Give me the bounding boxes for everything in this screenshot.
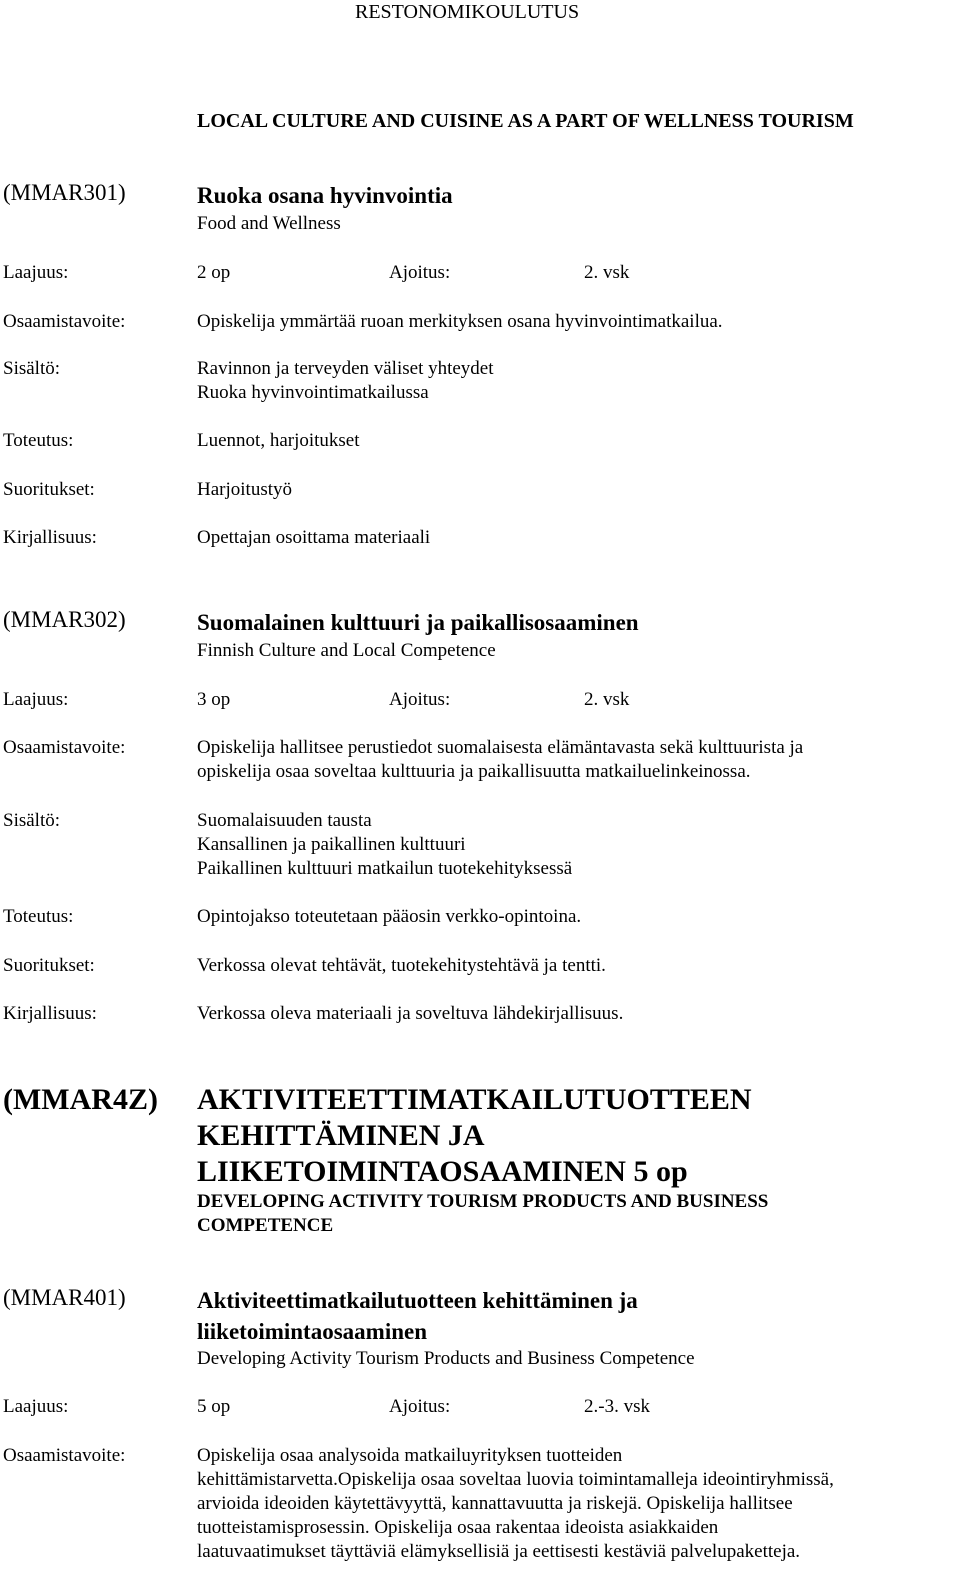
module-title-line: KEHITTÄMINEN JA <box>197 1119 485 1152</box>
toteutus-label: Toteutus: <box>3 430 74 451</box>
course-subtitle: Food and Wellness <box>197 213 341 234</box>
osaamistavoite-label: Osaamistavoite: <box>3 1445 126 1466</box>
section-title: LOCAL CULTURE AND CUISINE AS A PART OF WELLNESS TOURISM <box>197 110 854 132</box>
osaamistavoite-line: Opiskelija osaa analysoida matkailuyrityksen tuotteiden <box>197 1445 623 1466</box>
course-code: (MMAR302) <box>3 607 126 632</box>
module-title-line: AKTIVITEETTIMATKAILUTUOTTEEN <box>197 1083 752 1116</box>
course-title: Suomalainen kulttuuri ja paikallisosaaminen <box>197 610 639 635</box>
kirjallisuus-value: Opettajan osoittama materiaali <box>197 527 431 548</box>
kirjallisuus-value: Verkossa oleva materiaali ja soveltuva lähdekirjallisuus. <box>197 1003 624 1024</box>
page-header: RESTONOMIKOULUTUS <box>355 1 580 23</box>
osaamistavoite-line: tuotteistamisprosessin. Opiskelija osaa rakentaa ideoista asiakkaiden <box>197 1517 719 1538</box>
course-title: Ruoka osana hyvinvointia <box>197 183 453 208</box>
osaamistavoite-line: kehittämistarvetta.Opiskelija osaa soveltaa luovia toimintamalleja ideointiryhmissä, <box>197 1469 834 1490</box>
ajoitus-label: Ajoitus: <box>389 1396 451 1417</box>
laajuus-label: Laajuus: <box>3 262 69 283</box>
suoritukset-value: Verkossa olevat tehtävät, tuotekehitystehtävä ja tentti. <box>197 955 606 976</box>
osaamistavoite-line: arvioida ideoiden käytettävyyttä, kannattavuutta ja riskejä. Opiskelija hallitsee <box>197 1493 793 1514</box>
course-code: (MMAR401) <box>3 1285 126 1310</box>
toteutus-value: Opintojakso toteutetaan pääosin verkko-opintoina. <box>197 906 582 927</box>
ajoitus-label: Ajoitus: <box>389 689 451 710</box>
sisalto-line: Kansallinen ja paikallinen kulttuuri <box>197 834 466 855</box>
sisalto-label: Sisältö: <box>3 358 61 379</box>
osaamistavoite-value: Opiskelija ymmärtää ruoan merkityksen osana hyvinvointimatkailua. <box>197 311 723 332</box>
osaamistavoite-line: Opiskelija hallitsee perustiedot suomalaisesta elämäntavasta sekä kulttuurista ja <box>197 737 804 758</box>
toteutus-label: Toteutus: <box>3 906 74 927</box>
suoritukset-label: Suoritukset: <box>3 955 95 976</box>
laajuus-label: Laajuus: <box>3 689 69 710</box>
osaamistavoite-line: opiskelija osaa soveltaa kulttuuria ja paikallisuutta matkailuelinkeinossa. <box>197 761 751 782</box>
laajuus-label: Laajuus: <box>3 1396 69 1417</box>
toteutus-value: Luennot, harjoitukset <box>197 430 360 451</box>
module-code: (MMAR4Z) <box>3 1083 158 1116</box>
suoritukset-value: Harjoitustyö <box>197 479 292 500</box>
sisalto-line: Paikallinen kulttuuri matkailun tuotekehityksessä <box>197 858 573 879</box>
laajuus-value: 3 op <box>197 689 231 710</box>
suoritukset-label: Suoritukset: <box>3 479 95 500</box>
course-subtitle: Developing Activity Tourism Products and Business Competence <box>197 1348 695 1369</box>
kirjallisuus-label: Kirjallisuus: <box>3 527 97 548</box>
sisalto-line: Ruoka hyvinvointimatkailussa <box>197 382 429 403</box>
course-title-line: liiketoimintaosaaminen <box>197 1319 428 1344</box>
ajoitus-value: 2.-3. vsk <box>584 1396 650 1417</box>
module-subtitle-line: DEVELOPING ACTIVITY TOURISM PRODUCTS AND BUSINESS <box>197 1191 769 1212</box>
sisalto-line: Suomalaisuuden tausta <box>197 810 372 831</box>
sisalto-label: Sisältö: <box>3 810 61 831</box>
sisalto-line: Ravinnon ja terveyden väliset yhteydet <box>197 358 494 379</box>
laajuus-value: 2 op <box>197 262 231 283</box>
osaamistavoite-label: Osaamistavoite: <box>3 311 126 332</box>
laajuus-value: 5 op <box>197 1396 231 1417</box>
kirjallisuus-label: Kirjallisuus: <box>3 1003 97 1024</box>
ajoitus-value: 2. vsk <box>584 262 630 283</box>
ajoitus-value: 2. vsk <box>584 689 630 710</box>
course-subtitle: Finnish Culture and Local Competence <box>197 640 496 661</box>
ajoitus-label: Ajoitus: <box>389 262 451 283</box>
course-title-line: Aktiviteettimatkailutuotteen kehittäminen ja <box>197 1288 638 1313</box>
osaamistavoite-line: laatuvaatimukset täyttäviä elämyksellisiä ja eettisesti kestäviä palvelupaketteja. <box>197 1541 801 1562</box>
course-code: (MMAR301) <box>3 180 126 205</box>
osaamistavoite-label: Osaamistavoite: <box>3 737 126 758</box>
module-title-line: LIIKETOIMINTAOSAAMINEN 5 op <box>197 1155 688 1188</box>
module-subtitle-line: COMPETENCE <box>197 1215 334 1236</box>
